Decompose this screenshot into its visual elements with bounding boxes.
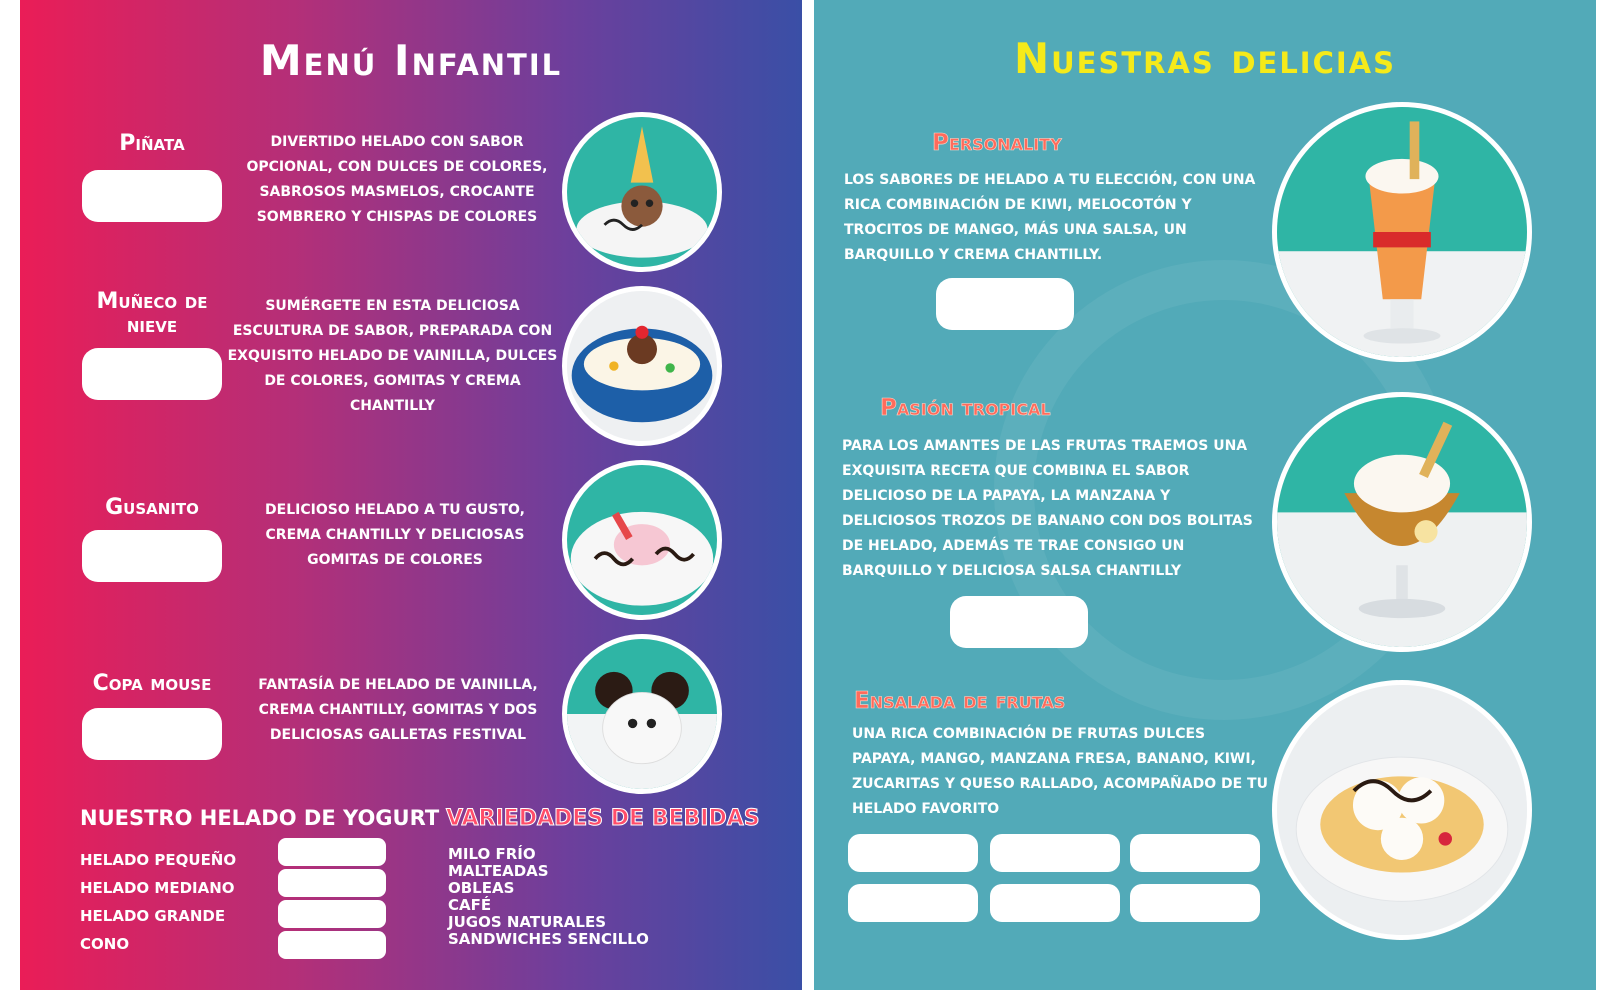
yogurt-item: HELADO MEDIANO: [80, 879, 235, 897]
kids-menu-title: Menú Infantil: [259, 36, 563, 85]
price-box-muneco: [82, 348, 222, 400]
price-box-yogurt-large: [278, 900, 386, 928]
drink-item: MILO FRÍO: [448, 845, 536, 863]
item-description-gusanito: DELICIOSO HELADO A TU GUSTO, CREMA CHANTILLY Y DELICIOSAS GOMITAS DE COLORES: [265, 502, 525, 568]
copa-mouse-photo: [562, 634, 722, 794]
price-box-yogurt-medium: [278, 869, 386, 897]
price-box-ensalada-5: [990, 884, 1120, 922]
price-box-copa-mouse: [82, 708, 222, 760]
price-box-pasion-tropical: [950, 596, 1088, 648]
delights-title: Nuestras delicias: [1013, 34, 1396, 83]
item-description-muneco: SUMÉRGETE EN ESTA DELICIOSA ESCULTURA DE SABOR, PREPARADA CON EXQUISITO HELADO DE VAINILLA, DULCES DE COLORES, GOMITAS Y CREMA CHANTILLY: [227, 298, 558, 414]
price-box-ensalada-2: [990, 834, 1120, 872]
price-box-personality: [936, 278, 1074, 330]
item-description-copa-mouse: FANTASÍA DE HELADO DE VAINILLA, CREMA CHANTILLY, GOMITAS Y DOS DELICIOSAS GALLETAS FESTIVAL: [258, 677, 538, 743]
yogurt-item: CONO: [80, 935, 130, 953]
yogurt-item: HELADO PEQUEÑO: [80, 851, 237, 869]
ensalada-photo: [1272, 680, 1532, 940]
yogurt-heading: NUESTRO HELADO DE YOGURT: [80, 806, 440, 830]
personality-photo: [1272, 102, 1532, 362]
price-box-ensalada-1: [848, 834, 978, 872]
item-name-gusanito: Gusanito: [105, 495, 199, 520]
price-box-pinata: [82, 170, 222, 222]
drink-item: MALTEADAS: [448, 862, 549, 880]
item-description-pasion-tropical: PARA LOS AMANTES DE LAS FRUTAS TRAEMOS UNA EXQUISITA RECETA QUE COMBINA EL SABOR DELICIOSO DE LA PAPAYA, LA MANZANA Y DELICIOSOS TROZOS DE BANANO CON DOS BOLITAS DE HELADO, ADEMÁS TE TRAE CONSIGO UN BARQUILLO Y DELICIOSA SALSA CHANTILLY: [842, 438, 1253, 579]
delights-panel: [814, 0, 1596, 990]
price-box-gusanito: [82, 530, 222, 582]
yogurt-item: HELADO GRANDE: [80, 907, 226, 925]
item-name-pinata: Piñata: [119, 131, 185, 156]
price-box-yogurt-small: [278, 838, 386, 866]
item-name-copa-mouse: Copa mouse: [92, 671, 212, 696]
pasion-tropical-photo: [1272, 392, 1532, 652]
drinks-heading: VARIEDADES DE BEBIDAS: [446, 806, 760, 831]
item-name-pasion-tropical: Pasión tropical: [880, 395, 1051, 421]
drink-item: CAFÉ: [448, 896, 492, 914]
item-name-personality: Personality: [932, 130, 1062, 156]
kids-menu-panel: [20, 0, 802, 990]
yogurt-list: [80, 846, 236, 958]
muneco-photo: [562, 286, 722, 446]
item-description-ensalada: UNA RICA COMBINACIÓN DE FRUTAS DULCES PAPAYA, MANGO, MANZANA FRESA, BANANO, KIWI, ZUCARITAS Y QUESO RALLADO, ACOMPAÑADO DE TU HELADO FAVORITO: [852, 726, 1268, 817]
drink-item: SANDWICHES SENCILLO: [448, 930, 649, 948]
price-box-cone: [278, 931, 386, 959]
item-description-personality: LOS SABORES DE HELADO A TU ELECCIÓN, CON UNA RICA COMBINACIÓN DE KIWI, MELOCOTÓN Y TROCITOS DE MANGO, MÁS UNA SALSA, UN BARQUILLO Y CREMA CHANTILLY.: [844, 172, 1256, 263]
drink-item: OBLEAS: [448, 879, 515, 897]
pinata-photo: [562, 112, 722, 272]
price-box-ensalada-4: [848, 884, 978, 922]
item-description-pinata: DIVERTIDO HELADO CON SABOR OPCIONAL, CON DULCES DE COLORES, SABROSOS MASMELOS, CROCANTE SOMBRERO Y CHISPAS DE COLORES: [246, 134, 548, 225]
item-name-muneco: Muñeco de nieve: [96, 289, 208, 338]
drink-item: JUGOS NATURALES: [448, 913, 607, 931]
item-name-ensalada: Ensalada de frutas: [854, 688, 1066, 714]
drinks-list: [448, 846, 649, 948]
gusanito-photo: [562, 460, 722, 620]
price-box-ensalada-6: [1130, 884, 1260, 922]
price-box-ensalada-3: [1130, 834, 1260, 872]
